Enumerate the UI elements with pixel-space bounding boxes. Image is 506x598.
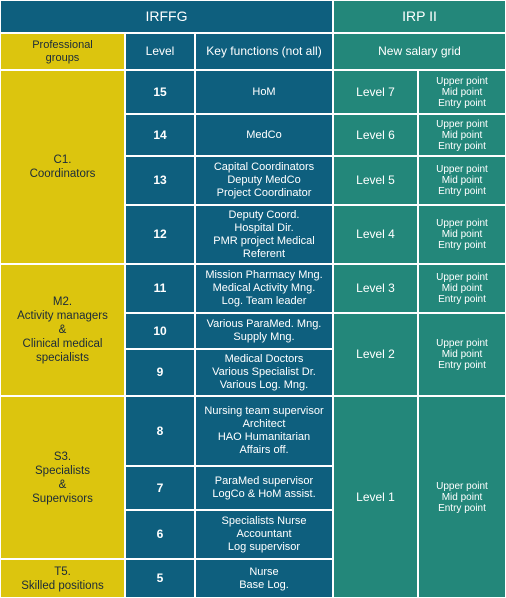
functions-level-5: Nurse Base Log. bbox=[196, 560, 332, 597]
functions-level-6: Specialists Nurse Accountant Log supervisor bbox=[196, 511, 332, 558]
group-c1: C1. Coordinators bbox=[1, 71, 124, 263]
functions-level-8: Nursing team supervisor Architect HAO Humanitarian Affairs off. bbox=[196, 397, 332, 465]
functions-level-9: Medical Doctors Various Specialist Dr. Various Log. Mng. bbox=[196, 350, 332, 395]
grid-points-7: Upper point Mid point Entry point bbox=[419, 71, 505, 113]
functions-level-10: Various ParaMed. Mng. Supply Mng. bbox=[196, 314, 332, 348]
level-header: Level bbox=[126, 34, 194, 69]
level-14: 14 bbox=[126, 115, 194, 155]
grid-level-2: Level 2 bbox=[334, 314, 417, 395]
functions-level-12: Deputy Coord. Hospital Dir. PMR project Medical Referent bbox=[196, 206, 332, 263]
functions-level-14: MedCo bbox=[196, 115, 332, 155]
level-8: 8 bbox=[126, 397, 194, 465]
grid-points-6: Upper point Mid point Entry point bbox=[419, 115, 505, 155]
level-9: 9 bbox=[126, 350, 194, 395]
level-11: 11 bbox=[126, 265, 194, 312]
level-6: 6 bbox=[126, 511, 194, 558]
grid-points-1: Upper point Mid point Entry point bbox=[419, 397, 505, 597]
irp-header: IRP II bbox=[334, 1, 505, 32]
grid-points-2: Upper point Mid point Entry point bbox=[419, 314, 505, 395]
grid-level-6: Level 6 bbox=[334, 115, 417, 155]
irffg-header: IRFFG bbox=[1, 1, 332, 32]
level-12: 12 bbox=[126, 206, 194, 263]
salary-grid-header: New salary grid bbox=[334, 34, 505, 69]
grid-points-3: Upper point Mid point Entry point bbox=[419, 265, 505, 312]
level-5: 5 bbox=[126, 560, 194, 597]
grid-points-5: Upper point Mid point Entry point bbox=[419, 157, 505, 204]
level-7: 7 bbox=[126, 467, 194, 509]
key-functions-header: Key functions (not all) bbox=[196, 34, 332, 69]
group-t5: T5. Skilled positions bbox=[1, 560, 124, 597]
group-m2: M2. Activity managers & Clinical medical specialists bbox=[1, 265, 124, 395]
level-15: 15 bbox=[126, 71, 194, 113]
grid-level-1: Level 1 bbox=[334, 397, 417, 597]
functions-level-11: Mission Pharmacy Mng. Medical Activity Mng. Log. Team leader bbox=[196, 265, 332, 312]
grid-points-4: Upper point Mid point Entry point bbox=[419, 206, 505, 263]
functions-level-15: HoM bbox=[196, 71, 332, 113]
level-10: 10 bbox=[126, 314, 194, 348]
grid-level-5: Level 5 bbox=[334, 157, 417, 204]
level-13: 13 bbox=[126, 157, 194, 204]
grid-level-7: Level 7 bbox=[334, 71, 417, 113]
professional-groups-header: Professional groups bbox=[1, 34, 124, 69]
grid-level-3: Level 3 bbox=[334, 265, 417, 312]
grid-level-4: Level 4 bbox=[334, 206, 417, 263]
functions-level-7: ParaMed supervisor LogCo & HoM assist. bbox=[196, 467, 332, 509]
group-s3: S3. Specialists & Supervisors bbox=[1, 397, 124, 558]
functions-level-13: Capital Coordinators Deputy MedCo Project Coordinator bbox=[196, 157, 332, 204]
